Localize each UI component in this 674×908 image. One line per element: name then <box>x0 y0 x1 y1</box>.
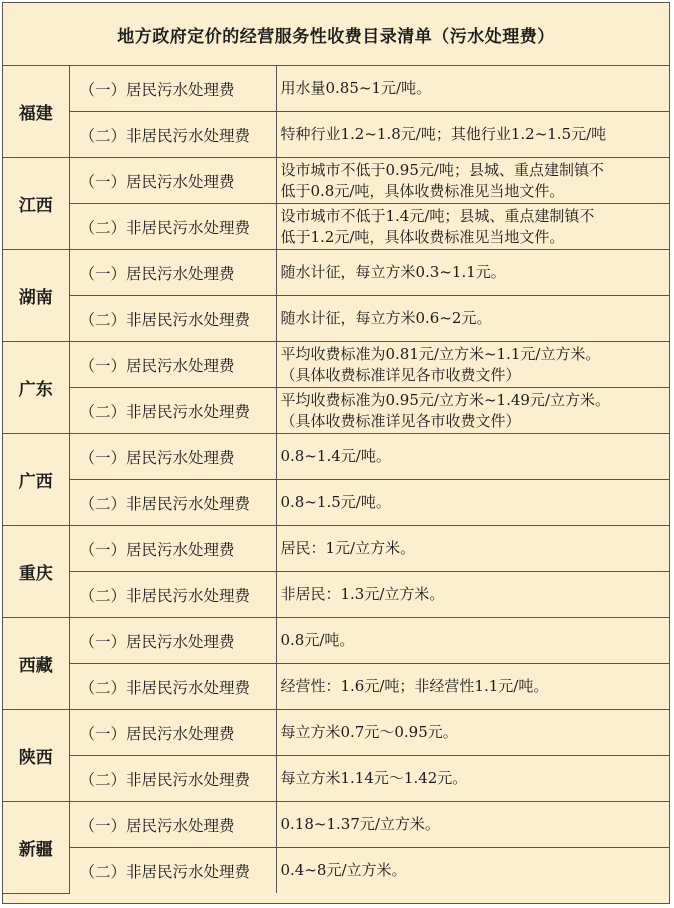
category-cell: （二）非居民污水处理费 <box>69 572 276 618</box>
category-cell: （二）非居民污水处理费 <box>69 388 276 434</box>
table-row <box>3 342 669 388</box>
province-cell: 江西 <box>3 158 69 250</box>
fee-cell: 经营性：1.6元/吨；非经营性1.1元/吨。 <box>276 664 669 710</box>
fee-catalog-sheet <box>2 2 670 904</box>
province-cell: 福建 <box>3 66 69 158</box>
table-row <box>3 526 669 572</box>
province-cell: 广西 <box>3 434 69 526</box>
table-row <box>3 480 669 526</box>
fee-cell: 平均收费标准为0.95元/立方米~1.49元/立方米。 （具体收费标准详见各市收费文件） <box>276 388 669 434</box>
category-cell: （二）非居民污水处理费 <box>69 204 276 250</box>
province-cell: 湖南 <box>3 250 69 342</box>
table-row <box>3 204 669 250</box>
table-row <box>3 618 669 664</box>
fee-cell: 用水量0.85~1元/吨。 <box>276 66 669 112</box>
table-row <box>3 296 669 342</box>
table-row <box>3 664 669 710</box>
table-row <box>3 756 669 802</box>
fee-cell: 0.8~1.5元/吨。 <box>276 480 669 526</box>
fee-cell: 特种行业1.2~1.8元/吨；其他行业1.2~1.5元/吨 <box>276 112 669 158</box>
fee-cell: 每立方米0.7元～0.95元。 <box>276 710 669 756</box>
category-cell: （一）居民污水处理费 <box>69 710 276 756</box>
category-cell: （二）非居民污水处理费 <box>69 112 276 158</box>
table-row <box>3 434 669 480</box>
category-cell: （二）非居民污水处理费 <box>69 664 276 710</box>
fee-cell: 平均收费标准为0.81元/立方米~1.1元/立方米。 （具体收费标准详见各市收费文件） <box>276 342 669 388</box>
province-cell: 西藏 <box>3 618 69 710</box>
table-row <box>3 66 669 112</box>
page-title: 地方政府定价的经营服务性收费目录清单（污水处理费） <box>3 3 669 66</box>
category-cell: （一）居民污水处理费 <box>69 618 276 664</box>
fee-cell: 设市城市不低于1.4元/吨；县城、重点建制镇不 低于1.2元/吨，具体收费标准见当地文件。 <box>276 204 669 250</box>
table-row <box>3 388 669 434</box>
category-cell: （二）非居民污水处理费 <box>69 296 276 342</box>
province-cell: 陕西 <box>3 710 69 802</box>
table-row <box>3 572 669 618</box>
category-cell: （一）居民污水处理费 <box>69 342 276 388</box>
fee-cell: 每立方米1.14元～1.42元。 <box>276 756 669 802</box>
category-cell: （一）居民污水处理费 <box>69 802 276 848</box>
province-cell: 重庆 <box>3 526 69 618</box>
category-cell: （二）非居民污水处理费 <box>69 480 276 526</box>
fee-cell: 随水计征，每立方米0.3~1.1元。 <box>276 250 669 296</box>
fee-cell: 0.4~8元/立方米。 <box>276 848 669 894</box>
category-cell: （二）非居民污水处理费 <box>69 848 276 894</box>
fee-cell: 0.8元/吨。 <box>276 618 669 664</box>
category-cell: （一）居民污水处理费 <box>69 526 276 572</box>
category-cell: （二）非居民污水处理费 <box>69 756 276 802</box>
fee-table <box>3 66 669 894</box>
fee-cell: 设市城市不低于0.95元/吨；县城、重点建制镇不 低于0.8元/吨，具体收费标准见当地文件。 <box>276 158 669 204</box>
fee-cell: 0.18~1.37元/立方米。 <box>276 802 669 848</box>
fee-cell: 随水计征，每立方米0.6~2元。 <box>276 296 669 342</box>
province-cell: 广东 <box>3 342 69 434</box>
table-row <box>3 250 669 296</box>
category-cell: （一）居民污水处理费 <box>69 250 276 296</box>
table-row <box>3 710 669 756</box>
province-cell: 新疆 <box>3 802 69 894</box>
table-row <box>3 848 669 894</box>
category-cell: （一）居民污水处理费 <box>69 434 276 480</box>
fee-cell: 居民：1元/立方米。 <box>276 526 669 572</box>
table-row <box>3 802 669 848</box>
category-cell: （一）居民污水处理费 <box>69 158 276 204</box>
category-cell: （一）居民污水处理费 <box>69 66 276 112</box>
table-row <box>3 112 669 158</box>
fee-cell: 非居民：1.3元/立方米。 <box>276 572 669 618</box>
fee-cell: 0.8~1.4元/吨。 <box>276 434 669 480</box>
table-row <box>3 158 669 204</box>
